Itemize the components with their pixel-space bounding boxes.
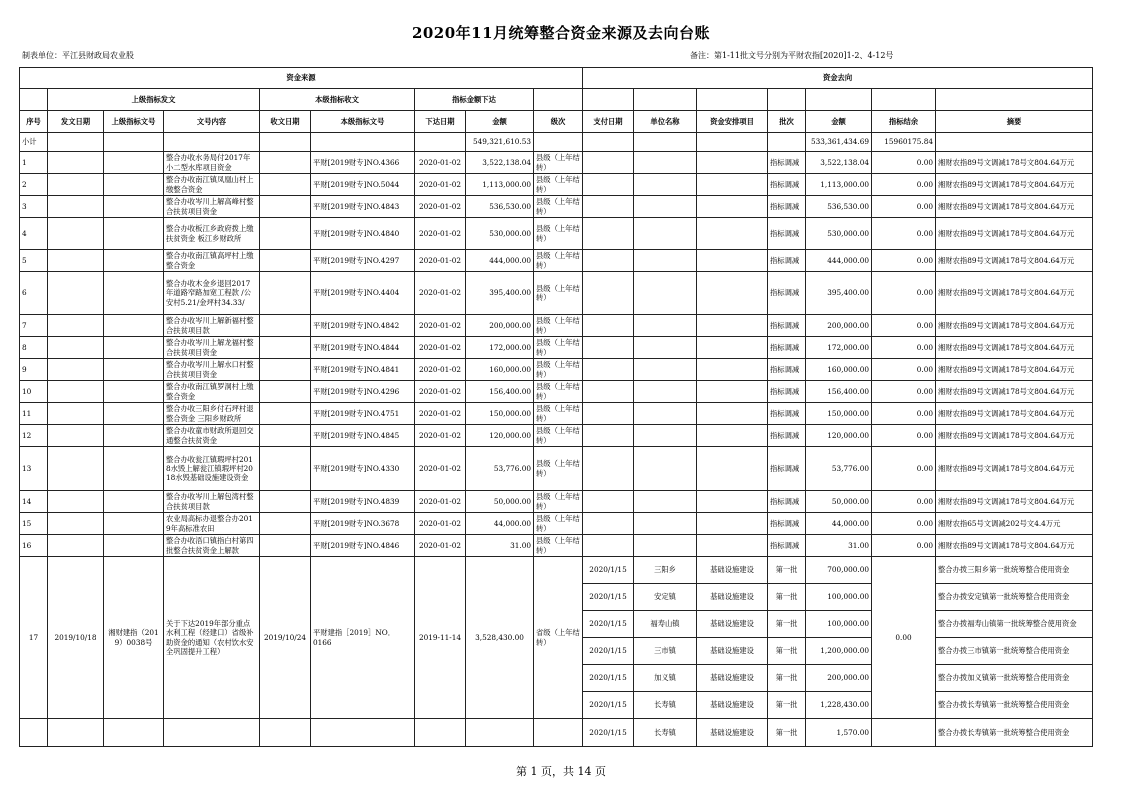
table-row: [20, 218, 1093, 250]
row-batch: 指标调减: [768, 403, 806, 425]
payment-project: 基础设施建设: [697, 611, 768, 638]
row17-recv-date: 2019/10/24: [260, 557, 311, 719]
row-pay-amount: 156,400.00: [806, 381, 872, 403]
row-balance: 0.00: [872, 337, 936, 359]
row-send-date: 2020-01-02: [415, 381, 466, 403]
payment-unit: 福寿山镇: [634, 611, 697, 638]
header-row-1: [20, 68, 1093, 89]
ledger-table: [19, 67, 1093, 747]
table-row: [20, 535, 1093, 557]
col-project: 资金安排项目: [697, 111, 768, 133]
row-batch: 指标调减: [768, 196, 806, 218]
row-level: 县级（上年结转）: [534, 359, 583, 381]
subtotal-row: [20, 133, 1093, 152]
col-level: 级次: [534, 111, 583, 133]
payment-project: 基础设施建设: [697, 665, 768, 692]
row-amount: 530,000.00: [466, 218, 534, 250]
row-doc-content: 农业局高标办退整合办2019年高标准农田: [164, 513, 260, 535]
page-footer: 第 1 页，共 14 页: [516, 765, 606, 778]
payment-amount: 200,000.00: [806, 665, 872, 692]
row-summary: 湘财农指89号文调减178号文804.64万元: [936, 218, 1093, 250]
col-pay-amount: 金额: [806, 111, 872, 133]
payment-batch: 第一批: [768, 611, 806, 638]
row-pay-amount: 200,000.00: [806, 315, 872, 337]
column-header-row: [20, 111, 1093, 133]
row-pay-amount: 172,000.00: [806, 337, 872, 359]
payment-batch: 第一批: [768, 719, 806, 747]
row-send-date: 2020-01-02: [415, 403, 466, 425]
row-seq: 1: [20, 152, 48, 174]
table-row: [20, 425, 1093, 447]
payment-unit: 三阳乡: [634, 557, 697, 584]
row-doc-content: 整合办收水务局付2017年小二型水库项目资金: [164, 152, 260, 174]
row-send-date: 2020-01-02: [415, 174, 466, 196]
row-batch: 指标调减: [768, 513, 806, 535]
row-local-no: 平财[2019财专]NO.4839: [311, 491, 415, 513]
row-level: 县级（上年结转）: [534, 381, 583, 403]
row-summary: 湘财农指89号文调减178号文804.64万元: [936, 152, 1093, 174]
row-local-no: 平财[2019财专]NO.4297: [311, 250, 415, 272]
col-doc-content: 文号内容: [164, 111, 260, 133]
row-pay-amount: 1,113,000.00: [806, 174, 872, 196]
row-batch: 指标调减: [768, 315, 806, 337]
table-row: [20, 337, 1093, 359]
payment-amount: 700,000.00: [806, 557, 872, 584]
row-send-date: 2020-01-02: [415, 218, 466, 250]
row-seq: 2: [20, 174, 48, 196]
row17-send-date: 2019-11-14: [415, 557, 466, 719]
row-doc-content: 整合办收南江镇高坪村上缴整合资金: [164, 250, 260, 272]
row-send-date: 2020-01-02: [415, 359, 466, 381]
table-row: [20, 491, 1093, 513]
row-batch: 指标调减: [768, 250, 806, 272]
row-pay-amount: 120,000.00: [806, 425, 872, 447]
row-doc-content: 整合办收岑川上解水口村整合扶贫项目资金: [164, 359, 260, 381]
payment-unit: 长寿镇: [634, 692, 697, 719]
row-pay-amount: 530,000.00: [806, 218, 872, 250]
row-send-date: 2020-01-02: [415, 337, 466, 359]
upper-doc-header: 上级指标发文: [48, 89, 260, 111]
row-amount: 44,000.00: [466, 513, 534, 535]
amount-issue-header: 指标金额下达: [415, 89, 534, 111]
subtotal-pay-amount: 533,361,434.69: [806, 133, 872, 152]
row-doc-content: 整合办收岑川上解新福村整合扶贫项目款: [164, 315, 260, 337]
row-send-date: 2020-01-02: [415, 491, 466, 513]
row-amount: 172,000.00: [466, 337, 534, 359]
row-batch: 指标调减: [768, 381, 806, 403]
row-summary: 湘财农指89号文调减178号文804.64万元: [936, 425, 1093, 447]
row-level: 县级（上年结转）: [534, 513, 583, 535]
row-amount: 31.00: [466, 535, 534, 557]
row-summary: 湘财农指89号文调减178号文804.64万元: [936, 535, 1093, 557]
row-batch: 指标调减: [768, 272, 806, 315]
subtotal-label: 小计: [20, 133, 48, 152]
table-row: [20, 359, 1093, 381]
row-pay-amount: 50,000.00: [806, 491, 872, 513]
row-batch: 指标调减: [768, 535, 806, 557]
payment-date: 2020/1/15: [583, 584, 634, 611]
row-seq: 16: [20, 535, 48, 557]
payment-project: 基础设施建设: [697, 638, 768, 665]
col-unit-name: 单位名称: [634, 111, 697, 133]
row-pay-amount: 31.00: [806, 535, 872, 557]
row-summary: 湘财农指65号文调减202号文4.4万元: [936, 513, 1093, 535]
row-level: 县级（上年结转）: [534, 174, 583, 196]
col-batch: 批次: [768, 111, 806, 133]
row-send-date: 2020-01-02: [415, 535, 466, 557]
header-row-2: [20, 89, 1093, 111]
row-level: 县级（上年结转）: [534, 196, 583, 218]
row-seq: 4: [20, 218, 48, 250]
row-seq: 15: [20, 513, 48, 535]
table-row: [20, 174, 1093, 196]
col-seq: 序号: [20, 111, 48, 133]
table-row: [20, 447, 1093, 491]
row-balance: 0.00: [872, 359, 936, 381]
row-seq: 3: [20, 196, 48, 218]
row-seq: 12: [20, 425, 48, 447]
row-local-no: 平财[2019财专]NO.4296: [311, 381, 415, 403]
row-amount: 200,000.00: [466, 315, 534, 337]
row-local-no: 平财[2019财专]NO.4842: [311, 315, 415, 337]
row-send-date: 2020-01-02: [415, 447, 466, 491]
payment-summary: 整合办拨长寿镇第一批统筹整合使用资金: [936, 719, 1093, 747]
row-send-date: 2020-01-02: [415, 196, 466, 218]
row-local-no: 平财[2019财专]NO.4843: [311, 196, 415, 218]
payment-summary: 整合办拨福寿山镇第一批统筹整合使用资金: [936, 611, 1093, 638]
row-batch: 指标调减: [768, 447, 806, 491]
row-pay-amount: 53,776.00: [806, 447, 872, 491]
payment-amount: 1,570.00: [806, 719, 872, 747]
row-level: 县级（上年结转）: [534, 218, 583, 250]
row-balance: 0.00: [872, 272, 936, 315]
payment-unit: 安定镇: [634, 584, 697, 611]
remark-note: 备注：第1-11批文号分别为平财农指[2020]1-2、4-12号: [690, 51, 894, 60]
col-local-no: 本级指标文号: [311, 111, 415, 133]
row-send-date: 2020-01-02: [415, 250, 466, 272]
table-row: [20, 152, 1093, 174]
row-pay-amount: 536,530.00: [806, 196, 872, 218]
row-level: 县级（上年结转）: [534, 152, 583, 174]
col-send-date: 下达日期: [415, 111, 466, 133]
row-balance: 0.00: [872, 250, 936, 272]
row-summary: 湘财农指89号文调减178号文804.64万元: [936, 403, 1093, 425]
row-summary: 湘财农指89号文调减178号文804.64万元: [936, 315, 1093, 337]
row-summary: 湘财农指89号文调减178号文804.64万元: [936, 174, 1093, 196]
payment-summary: 整合办拨长寿镇第一批统筹整合使用资金: [936, 692, 1093, 719]
row-balance: 0.00: [872, 535, 936, 557]
table-row: [20, 557, 1093, 584]
row-summary: 湘财农指89号文调减178号文804.64万元: [936, 250, 1093, 272]
table-row: [20, 250, 1093, 272]
row-level: 县级（上年结转）: [534, 272, 583, 315]
payment-project: 基础设施建设: [697, 719, 768, 747]
row-send-date: 2020-01-02: [415, 315, 466, 337]
row-summary: 湘财农指89号文调减178号文804.64万元: [936, 381, 1093, 403]
payment-project: 基础设施建设: [697, 692, 768, 719]
row17-local-no: 平财建指［2019］NO．0166: [311, 557, 415, 719]
row-doc-content: 整合办收南江镇罗洞村上缴整合资金: [164, 381, 260, 403]
payment-unit: 三市镇: [634, 638, 697, 665]
row-send-date: 2020-01-02: [415, 513, 466, 535]
row-balance: 0.00: [872, 447, 936, 491]
row-level: 县级（上年结转）: [534, 491, 583, 513]
row-seq: 14: [20, 491, 48, 513]
row-balance: 0.00: [872, 381, 936, 403]
payment-date: 2020/1/15: [583, 611, 634, 638]
row-doc-content: 整合办收岑川上解高峰村整合扶贫项目资金: [164, 196, 260, 218]
col-balance: 指标结余: [872, 111, 936, 133]
table-row: [20, 196, 1093, 218]
row-batch: 指标调减: [768, 174, 806, 196]
col-summary: 摘要: [936, 111, 1093, 133]
row-amount: 395,400.00: [466, 272, 534, 315]
row-level: 县级（上年结转）: [534, 425, 583, 447]
row-summary: 湘财农指89号文调减178号文804.64万元: [936, 337, 1093, 359]
row-seq: 13: [20, 447, 48, 491]
row-local-no: 平财[2019财专]NO.5044: [311, 174, 415, 196]
row-doc-content: 整合办收岑川上解包湾村整合扶贫项目款: [164, 491, 260, 513]
row-pay-amount: 444,000.00: [806, 250, 872, 272]
row-seq: 5: [20, 250, 48, 272]
payment-unit: 加义镇: [634, 665, 697, 692]
payment-summary: 整合办拨加义镇第一批统筹整合使用资金: [936, 665, 1093, 692]
row-amount: 53,776.00: [466, 447, 534, 491]
row-local-no: 平财[2019财专]NO.4330: [311, 447, 415, 491]
row-doc-content: 整合办收南江镇凤凰山村上缴整合资金: [164, 174, 260, 196]
row-balance: 0.00: [872, 425, 936, 447]
payment-unit: 长寿镇: [634, 719, 697, 747]
col-pay-date: 支付日期: [583, 111, 634, 133]
payment-amount: 100,000.00: [806, 584, 872, 611]
row-local-no: 平财[2019财专]NO.4840: [311, 218, 415, 250]
table-row: [20, 513, 1093, 535]
row-amount: 150,000.00: [466, 403, 534, 425]
payment-project: 基础设施建设: [697, 557, 768, 584]
row17-amount: 3,528,430.00: [466, 557, 534, 719]
col-issue-date: 发文日期: [48, 111, 104, 133]
row-summary: 湘财农指89号文调减178号文804.64万元: [936, 196, 1093, 218]
row-pay-amount: 395,400.00: [806, 272, 872, 315]
row-doc-content: 整合办收浯口镇指白村第四批整合扶贫资金上解款: [164, 535, 260, 557]
row-summary: 湘财农指89号文调减178号文804.64万元: [936, 272, 1093, 315]
row-local-no: 平财[2019财专]NO.3678: [311, 513, 415, 535]
row-batch: 指标调减: [768, 359, 806, 381]
row-doc-content: 整合办收童市财政所退回交通整合扶贫资金: [164, 425, 260, 447]
row-send-date: 2020-01-02: [415, 272, 466, 315]
payment-batch: 第一批: [768, 557, 806, 584]
row-seq: 11: [20, 403, 48, 425]
row-local-no: 平财[2019财专]NO.4845: [311, 425, 415, 447]
col-amount: 金额: [466, 111, 534, 133]
payment-summary: 整合办拨三阳乡第一批统筹整合使用资金: [936, 557, 1093, 584]
row-balance: 0.00: [872, 491, 936, 513]
row-level: 县级（上年结转）: [534, 337, 583, 359]
row-seq: 9: [20, 359, 48, 381]
local-doc-header: 本级指标收文: [260, 89, 415, 111]
preparer-unit: 制表单位：平江县财政局农业股: [22, 51, 134, 60]
row-balance: 0.00: [872, 513, 936, 535]
payment-summary: 整合办拨安定镇第一批统筹整合使用资金: [936, 584, 1093, 611]
row-pay-amount: 44,000.00: [806, 513, 872, 535]
row-send-date: 2020-01-02: [415, 425, 466, 447]
payment-amount: 100,000.00: [806, 611, 872, 638]
payment-date: 2020/1/15: [583, 719, 634, 747]
row-balance: 0.00: [872, 403, 936, 425]
row-amount: 50,000.00: [466, 491, 534, 513]
payment-project: 基础设施建设: [697, 584, 768, 611]
source-header: 资金来源: [20, 68, 583, 89]
col-upper-no: 上级指标文号: [104, 111, 164, 133]
row-balance: 0.00: [872, 174, 936, 196]
ledger-title: 2020年11月统筹整合资金来源及去向台账: [411, 24, 711, 42]
row-batch: 指标调减: [768, 337, 806, 359]
row-local-no: 平财[2019财专]NO.4844: [311, 337, 415, 359]
table-row: [20, 719, 1093, 747]
row-batch: 指标调减: [768, 491, 806, 513]
row-seq: 6: [20, 272, 48, 315]
row-batch: 指标调减: [768, 218, 806, 250]
subtotal-balance: 15960175.84: [872, 133, 936, 152]
row-seq: 7: [20, 315, 48, 337]
row-level: 县级（上年结转）: [534, 447, 583, 491]
payment-batch: 第一批: [768, 665, 806, 692]
row-doc-content: 整合办收板江乡政府拨上缴扶贫资金 板江乡财政所: [164, 218, 260, 250]
row17-balance: 0.00: [872, 557, 936, 719]
row-batch: 指标调减: [768, 425, 806, 447]
row-amount: 1,113,000.00: [466, 174, 534, 196]
table-row: [20, 315, 1093, 337]
row-local-no: 平财[2019财专]NO.4751: [311, 403, 415, 425]
row-amount: 156,400.00: [466, 381, 534, 403]
row-summary: 湘财农指89号文调减178号文804.64万元: [936, 491, 1093, 513]
row-summary: 湘财农指89号文调减178号文804.64万元: [936, 447, 1093, 491]
row-local-no: 平财[2019财专]NO.4846: [311, 535, 415, 557]
payment-date: 2020/1/15: [583, 665, 634, 692]
row-amount: 444,000.00: [466, 250, 534, 272]
row-send-date: 2020-01-02: [415, 152, 466, 174]
row-doc-content: 整合办收木金乡退回2017年道路窄路加宽工程款 /公安村5.21/金坪村34.33/: [164, 272, 260, 315]
row-batch: 指标调减: [768, 152, 806, 174]
row-local-no: 平财[2019财专]NO.4366: [311, 152, 415, 174]
payment-batch: 第一批: [768, 584, 806, 611]
row-pay-amount: 160,000.00: [806, 359, 872, 381]
row-seq: 8: [20, 337, 48, 359]
row-summary: 湘财农指89号文调减178号文804.64万元: [936, 359, 1093, 381]
subtotal-amount: 549,321,610.53: [466, 133, 534, 152]
row-pay-amount: 150,000.00: [806, 403, 872, 425]
payment-date: 2020/1/15: [583, 692, 634, 719]
row-level: 县级（上年结转）: [534, 250, 583, 272]
row-level: 县级（上年结转）: [534, 315, 583, 337]
row-doc-content: 整合办收瓮江镇瑕坪村2018水毁上解瓮江镇瑕坪村2018水毁基础设施建设资金: [164, 447, 260, 491]
table-row: [20, 403, 1093, 425]
row-amount: 160,000.00: [466, 359, 534, 381]
row-seq: 10: [20, 381, 48, 403]
row-doc-content: 整合办收岑川上解龙福村整合扶贫项目资金: [164, 337, 260, 359]
row17-issue-date: 2019/10/18: [48, 557, 104, 719]
row17-seq: 17: [20, 557, 48, 719]
col-recv-date: 收文日期: [260, 111, 311, 133]
payment-batch: 第一批: [768, 692, 806, 719]
payment-date: 2020/1/15: [583, 638, 634, 665]
row-local-no: 平财[2019财专]NO.4841: [311, 359, 415, 381]
row-level: 县级（上年结转）: [534, 403, 583, 425]
payment-amount: 1,200,000.00: [806, 638, 872, 665]
payment-batch: 第一批: [768, 638, 806, 665]
payment-date: 2020/1/15: [583, 557, 634, 584]
table-row: [20, 272, 1093, 315]
table-row: [20, 381, 1093, 403]
row-amount: 120,000.00: [466, 425, 534, 447]
row-level: 县级（上年结转）: [534, 535, 583, 557]
payment-amount: 1,228,430.00: [806, 692, 872, 719]
destination-header: 资金去向: [583, 68, 1093, 89]
row-doc-content: 整合办收三阳乡付石坪村退整合资金 三阳乡财政所: [164, 403, 260, 425]
row17-doc-content: 关于下达2019年部分重点水利工程（经建口）省级补助资金的通知（农村饮水安全巩固提升工程）: [164, 557, 260, 719]
row-balance: 0.00: [872, 196, 936, 218]
payment-summary: 整合办拨三市镇第一批统筹整合使用资金: [936, 638, 1093, 665]
row-amount: 536,530.00: [466, 196, 534, 218]
row17-upper-no: 湘财建指（2019）0038号: [104, 557, 164, 719]
row-pay-amount: 3,522,138.04: [806, 152, 872, 174]
row-local-no: 平财[2019财专]NO.4404: [311, 272, 415, 315]
row-balance: 0.00: [872, 152, 936, 174]
row-balance: 0.00: [872, 315, 936, 337]
row-balance: 0.00: [872, 218, 936, 250]
row17-level: 省级（上年结转）: [534, 557, 583, 719]
row-amount: 3,522,138.04: [466, 152, 534, 174]
